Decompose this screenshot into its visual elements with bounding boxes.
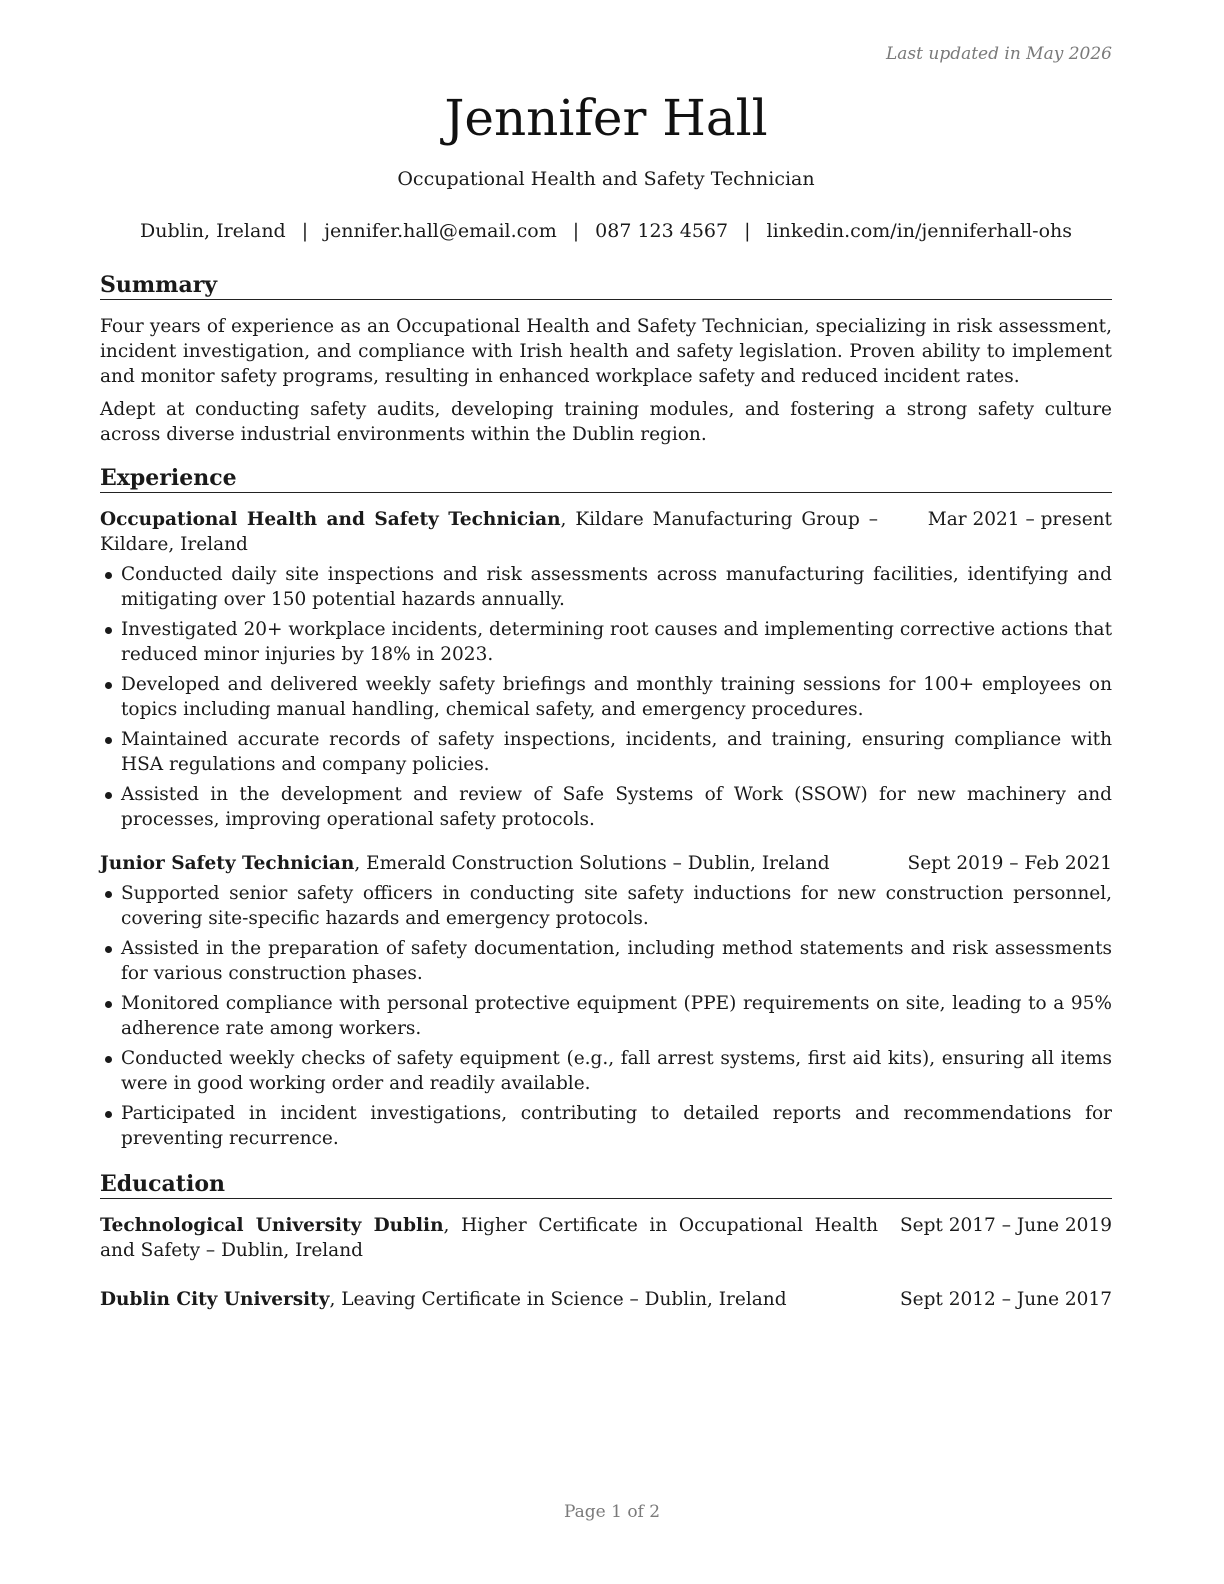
job-bullet: Monitored compliance with personal protective equipment (PPE) requirements on site, leading to a 95% adherence rate among workers. bbox=[100, 991, 1112, 1041]
job-bullet: Assisted in the development and review of Safe Systems of Work (SSOW) for new machinery and processes, improving operational safety protocols. bbox=[100, 782, 1112, 832]
education-detail: , Leaving Certificate in Science – Dublin, Ireland bbox=[329, 1289, 787, 1310]
job-header bbox=[100, 507, 1112, 557]
summary-paragraph: Adept at conducting safety audits, developing training modules, and fostering a strong safety culture across diverse industrial environments within the Dublin region. bbox=[100, 399, 1112, 445]
contact-linkedin[interactable]: linkedin.com/in/jenniferhall-ohs bbox=[766, 220, 1072, 242]
contact-separator: | bbox=[744, 220, 751, 242]
section-title-experience: Experience bbox=[100, 465, 1112, 493]
contact-email[interactable]: jennifer.hall@email.com bbox=[324, 220, 557, 242]
last-updated: Last updated in May 2026 bbox=[885, 44, 1112, 64]
job-bullet: Participated in incident investigations, contributing to detailed reports and recommendations for preventing recurrence. bbox=[100, 1101, 1112, 1151]
job-org: , Emerald Construction Solutions – Dublin, Ireland bbox=[354, 853, 830, 874]
education-entry bbox=[100, 1287, 1112, 1312]
candidate-name: Jennifer Hall bbox=[444, 89, 768, 147]
page-number: Page 1 of 2 bbox=[563, 1502, 661, 1522]
job-role: Occupational Health and Safety Technician bbox=[100, 509, 561, 530]
education-entry bbox=[100, 1213, 1112, 1263]
education-detail: , Higher Certificate in Occupational Health and Safety – Dublin, Ireland bbox=[100, 1215, 879, 1261]
job-entry bbox=[100, 851, 1112, 1151]
education-dates: Sept 2017 – June 2019 bbox=[899, 1215, 1112, 1236]
experience-section bbox=[100, 465, 1112, 1156]
education-school: Technological University Dublin bbox=[100, 1215, 444, 1236]
job-bullet: Supported senior safety officers in conducting site safety inductions for new construction personnel, covering site-specific hazards and emergency protocols. bbox=[100, 881, 1112, 931]
section-title-summary: Summary bbox=[100, 272, 1112, 300]
job-dates: Mar 2021 – present bbox=[927, 509, 1112, 530]
job-dates: Sept 2019 – Feb 2021 bbox=[907, 853, 1112, 874]
contact-line bbox=[100, 219, 1112, 243]
job-bullet: Developed and delivered weekly safety briefings and monthly training sessions for 100+ employees on topics including manual handling, chemical safety, and emergency procedures. bbox=[100, 672, 1112, 722]
contact-location: Dublin, Ireland bbox=[139, 220, 286, 242]
contact-separator: | bbox=[572, 220, 580, 242]
job-bullet: Maintained accurate records of safety inspections, incidents, and training, ensuring compliance with HSA regulations and company policies. bbox=[100, 727, 1112, 777]
education-school: Dublin City University bbox=[100, 1289, 330, 1310]
job-bullet: Investigated 20+ workplace incidents, determining root causes and implementing corrective actions that reduced minor injuries by 18% in 2023. bbox=[100, 617, 1112, 667]
job-org: , Kildare Manufacturing Group – Kildare, Ireland bbox=[100, 509, 878, 555]
job-bullet: Conducted weekly checks of safety equipment (e.g., fall arrest systems, first aid kits), ensuring all items were in good working order and readily available. bbox=[100, 1046, 1112, 1096]
candidate-headline: Occupational Health and Safety Technician bbox=[397, 168, 815, 190]
section-title-education: Education bbox=[100, 1171, 1112, 1199]
education-dates: Sept 2012 – June 2017 bbox=[899, 1289, 1112, 1310]
job-role: Junior Safety Technician bbox=[100, 853, 355, 874]
job-bullets bbox=[100, 562, 1112, 832]
summary-section bbox=[100, 272, 1112, 447]
contact-phone[interactable]: 087 123 4567 bbox=[595, 220, 729, 242]
job-bullets bbox=[100, 881, 1112, 1151]
contact-separator: | bbox=[301, 220, 309, 242]
job-header bbox=[100, 851, 1112, 876]
job-bullet: Conducted daily site inspections and risk assessments across manufacturing facilities, identifying and mitigating over 150 potential hazards annually. bbox=[100, 562, 1112, 612]
education-section bbox=[100, 1171, 1112, 1312]
job-entry bbox=[100, 507, 1112, 832]
summary-paragraph: Four years of experience as an Occupational Health and Safety Technician, specializing in risk assessment, incident investigation, and compliance with Irish health and safety legislation. Proven ability to implement and monitor safety programs, resulting in enhanced workplace safety and reduced incident rates. bbox=[100, 316, 1112, 387]
job-bullet: Assisted in the preparation of safety documentation, including method statements and risk assessments for various construction phases. bbox=[100, 936, 1112, 986]
